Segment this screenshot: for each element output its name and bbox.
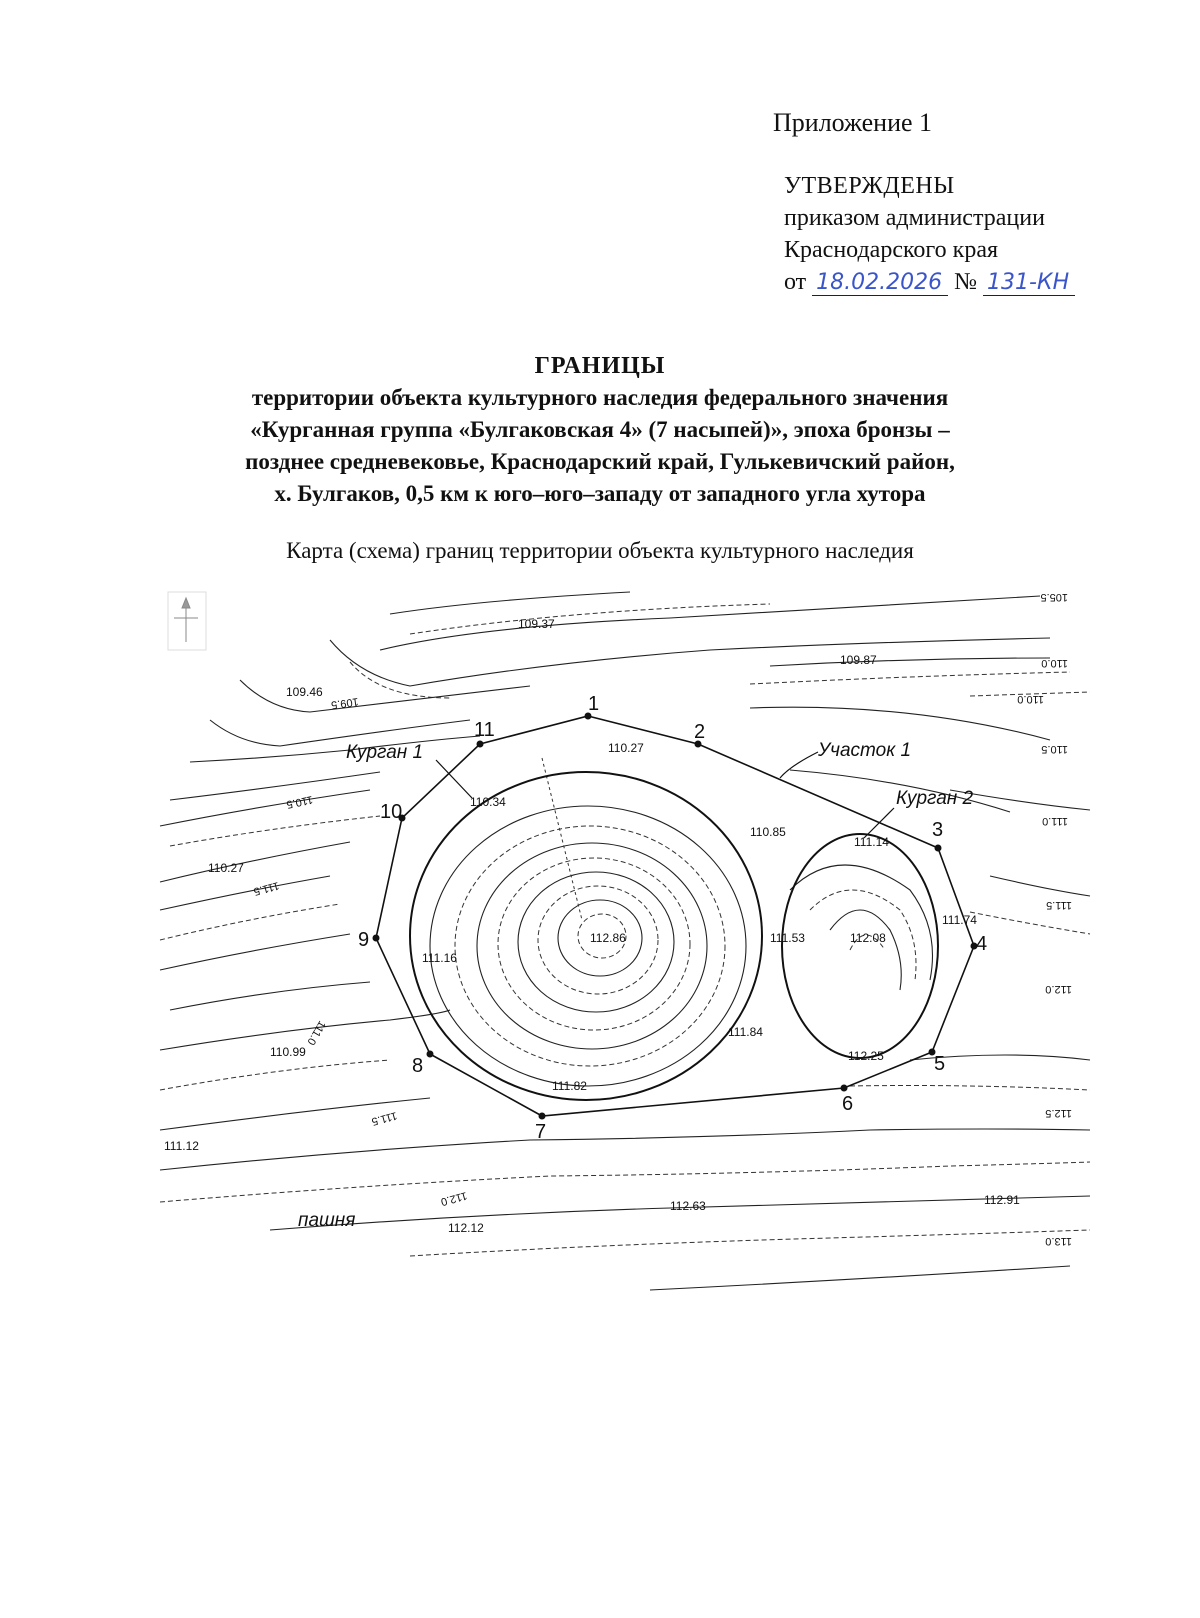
contour-label-3: 110.0 [1041, 657, 1068, 669]
elevation-12: 112.08 [850, 931, 886, 945]
contour-label-8: 111.5 [1046, 899, 1072, 911]
field-label: пашня [298, 1210, 356, 1231]
point-label-1: 1 [588, 693, 600, 715]
order-line [784, 266, 1075, 299]
north-arrow-icon [168, 592, 206, 650]
contour-label-2: 109.5 [330, 695, 360, 711]
contour-label-5: 110.5 [285, 793, 314, 811]
title-line-1: территории объекта культурного наследия федерального значения [251, 385, 949, 410]
point-label-4: 4 [976, 933, 988, 955]
kurgan1-circle [410, 772, 762, 1100]
contour-label-6: 111.0 [1042, 815, 1068, 827]
contour-label-4: 110.5 [1041, 743, 1068, 755]
order-date: 18.02.2026 [812, 270, 948, 296]
point-label-7: 7 [535, 1121, 547, 1143]
title-line-2: «Курганная группа «Булгаковская 4» (7 насыпей)», эпоха бронзы – [250, 417, 950, 442]
elevation-15: 112.25 [848, 1049, 884, 1063]
point-label-10: 10 [380, 801, 403, 823]
elevation-20: 112.91 [984, 1193, 1020, 1207]
number-label: № [954, 269, 978, 295]
elevation-21: 112.12 [448, 1221, 484, 1235]
title-line-4: х. Булгаков, 0,5 км к юго–юго–западу от западного угла хутора [274, 481, 926, 506]
contour-label-10: 111.0 [304, 1018, 328, 1047]
title-heading: ГРАНИЦЫ [534, 353, 666, 379]
elevation-7: 111.14 [854, 835, 889, 849]
elevation-17: 110.99 [270, 1045, 306, 1059]
contour-label-14: 112.5 [1045, 1107, 1072, 1119]
contour-label-7: 111.5 [252, 879, 281, 898]
boundary-vertices [373, 713, 978, 1120]
approval-block [784, 170, 1075, 299]
by-order-label: приказом администрации [784, 205, 1045, 231]
point-label-5: 5 [934, 1053, 946, 1075]
point-label-9: 9 [358, 929, 370, 951]
point-label-3: 3 [932, 819, 944, 841]
kurgan1-label: Курган 1 [346, 742, 424, 763]
map-subtitle: Карта (схема) границ территории объекта культурного наследия [286, 538, 914, 563]
elevation-10: 111.16 [422, 951, 457, 965]
contour-label-9: 112.0 [1045, 983, 1072, 995]
boundary-map [150, 590, 1110, 1310]
from-label: от [784, 269, 807, 295]
kurgan2-label: Курган 2 [896, 788, 974, 809]
region-label: Краснодарского края [784, 237, 999, 263]
title-line-3: позднее средневековье, Краснодарский край, Гулькевичский район, [245, 449, 955, 474]
elevation-2: 109.87 [840, 653, 877, 667]
elevation-16: 111.82 [552, 1079, 587, 1093]
elevation-5: 110.34 [470, 795, 506, 809]
contour-label-1: 105.5 [1040, 591, 1068, 603]
contour-label-15: 110.0 [1017, 693, 1044, 705]
point-label-2: 2 [694, 721, 706, 743]
elevation-8: 110.27 [208, 861, 244, 875]
elevation-11: 111.53 [770, 931, 805, 945]
elevation-13: 111.74 [942, 913, 977, 927]
elevation-1: 109.37 [518, 617, 555, 631]
plot1-label: Участок 1 [818, 740, 912, 761]
elevation-18: 111.12 [164, 1139, 199, 1153]
contour-label-12: 112.0 [439, 1189, 469, 1208]
contour-label-13: 113.0 [1045, 1235, 1072, 1247]
kurgan2-contours [790, 865, 933, 990]
order-number: 131-КН [983, 270, 1075, 296]
elevation-19: 112.63 [670, 1199, 706, 1213]
elevation-9: 112.86 [590, 931, 626, 945]
point-label-6: 6 [842, 1093, 854, 1115]
point-label-11: 11 [474, 719, 495, 741]
contour-label-11: 111.5 [370, 1109, 399, 1128]
approved-label: УТВЕРЖДЕНЫ [784, 173, 955, 199]
document-title [150, 350, 1050, 510]
elevation-14: 111.84 [728, 1025, 763, 1039]
elevation-3: 109.46 [286, 685, 323, 699]
elevation-6: 110.85 [750, 825, 786, 839]
elevation-4: 110.27 [608, 741, 644, 755]
appendix-label: Приложение 1 [773, 108, 933, 137]
point-label-8: 8 [412, 1055, 424, 1077]
